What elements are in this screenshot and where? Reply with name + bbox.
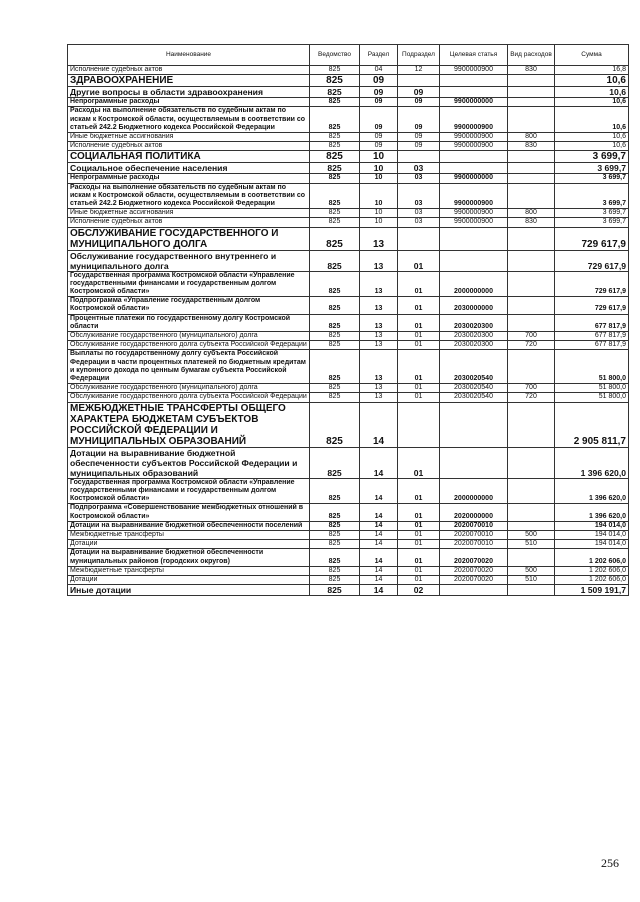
cell-celevaya-statya: 2000000000 [440, 271, 508, 297]
cell-name: Обслуживание государственного (муниципального) долга [68, 332, 310, 341]
cell-vedomstvo: 825 [310, 314, 360, 331]
cell-razdel: 04 [360, 66, 398, 75]
col-header-vedomstvo: Ведомство [310, 45, 360, 66]
cell-vid-rashodov [508, 521, 555, 530]
cell-name: Расходы на выполнение обязательств по судебным актам по искам к Костромской области, осуществляемым в соответствии со статьей 242.2 Бюджетного кодекса Российской Федерации [68, 107, 310, 133]
table-row [68, 402, 629, 447]
cell-celevaya-statya [440, 163, 508, 174]
cell-razdel: 10 [360, 218, 398, 227]
cell-podrazdel: 01 [398, 250, 440, 271]
cell-podrazdel: 03 [398, 209, 440, 218]
cell-razdel: 14 [360, 549, 398, 566]
cell-celevaya-statya: 2030020540 [440, 393, 508, 402]
cell-podrazdel: 09 [398, 98, 440, 107]
cell-name: СОЦИАЛЬНАЯ ПОЛИТИКА [68, 151, 310, 163]
cell-vedomstvo: 825 [310, 393, 360, 402]
cell-celevaya-statya: 2020070010 [440, 530, 508, 539]
table-row [68, 575, 629, 584]
cell-vid-rashodov [508, 549, 555, 566]
cell-summa: 10,6 [555, 75, 629, 87]
cell-name: ОБСЛУЖИВАНИЕ ГОСУДАРСТВЕННОГО И МУНИЦИПАЛЬНОГО ДОЛГА [68, 227, 310, 250]
table-row [68, 384, 629, 393]
cell-summa: 51 800,0 [555, 350, 629, 384]
cell-vedomstvo: 825 [310, 447, 360, 478]
cell-celevaya-statya: 2030020540 [440, 350, 508, 384]
cell-vedomstvo: 825 [310, 271, 360, 297]
cell-summa: 1 396 620,0 [555, 504, 629, 521]
cell-celevaya-statya: 2030020300 [440, 314, 508, 331]
cell-name: Иные бюджетные ассигнования [68, 209, 310, 218]
table-row [68, 314, 629, 331]
cell-celevaya-statya [440, 402, 508, 447]
cell-vid-rashodov [508, 98, 555, 107]
cell-podrazdel: 02 [398, 585, 440, 596]
cell-summa: 51 800,0 [555, 393, 629, 402]
cell-summa: 1 396 620,0 [555, 447, 629, 478]
cell-podrazdel: 12 [398, 66, 440, 75]
cell-vid-rashodov: 720 [508, 341, 555, 350]
cell-vedomstvo: 825 [310, 478, 360, 504]
cell-name: Межбюджетные трансферты [68, 530, 310, 539]
cell-vedomstvo: 825 [310, 341, 360, 350]
cell-vedomstvo: 825 [310, 66, 360, 75]
table-row [68, 218, 629, 227]
cell-name: Подпрограмма «Управление государственным долгом Костромской области» [68, 297, 310, 314]
cell-celevaya-statya: 9900000900 [440, 66, 508, 75]
cell-summa: 10,6 [555, 107, 629, 133]
cell-summa: 3 699,7 [555, 218, 629, 227]
table-row [68, 540, 629, 549]
cell-summa: 3 699,7 [555, 209, 629, 218]
cell-summa: 677 817,9 [555, 341, 629, 350]
cell-podrazdel: 01 [398, 271, 440, 297]
table-body [68, 66, 629, 596]
cell-vid-rashodov: 510 [508, 575, 555, 584]
cell-razdel: 14 [360, 530, 398, 539]
cell-summa: 729 617,9 [555, 227, 629, 250]
cell-name: Исполнение судебных актов [68, 142, 310, 151]
cell-summa: 10,6 [555, 133, 629, 142]
cell-summa: 10,6 [555, 142, 629, 151]
cell-razdel: 10 [360, 151, 398, 163]
cell-vid-rashodov [508, 478, 555, 504]
cell-vedomstvo: 825 [310, 297, 360, 314]
cell-podrazdel: 01 [398, 540, 440, 549]
cell-vid-rashodov: 700 [508, 384, 555, 393]
cell-name: Дотации [68, 575, 310, 584]
cell-celevaya-statya [440, 447, 508, 478]
cell-podrazdel: 01 [398, 447, 440, 478]
cell-vid-rashodov [508, 107, 555, 133]
cell-summa: 1 509 191,7 [555, 585, 629, 596]
cell-vid-rashodov [508, 151, 555, 163]
cell-celevaya-statya: 2030020300 [440, 341, 508, 350]
cell-summa: 1 202 606,0 [555, 549, 629, 566]
cell-podrazdel: 01 [398, 575, 440, 584]
cell-summa: 729 617,9 [555, 250, 629, 271]
cell-name: Государственная программа Костромской области «Управление государственными финансами и государственным долгом Костромской области» [68, 271, 310, 297]
cell-vedomstvo: 825 [310, 163, 360, 174]
cell-podrazdel: 01 [398, 384, 440, 393]
cell-celevaya-statya [440, 227, 508, 250]
cell-vedomstvo: 825 [310, 174, 360, 183]
cell-vid-rashodov: 830 [508, 218, 555, 227]
cell-celevaya-statya: 9900000900 [440, 209, 508, 218]
cell-celevaya-statya [440, 585, 508, 596]
table-row [68, 250, 629, 271]
cell-podrazdel: 09 [398, 133, 440, 142]
cell-celevaya-statya: 9900000900 [440, 107, 508, 133]
cell-name: Иные бюджетные ассигнования [68, 133, 310, 142]
table-row [68, 209, 629, 218]
cell-name: Выплаты по государственному долгу субъекта Российской Федерации в части процентных платежей по бюджетным кредитам и купонного дохода по ценным бумагам субъекта Российской Федерации [68, 350, 310, 384]
cell-razdel: 10 [360, 183, 398, 209]
cell-razdel: 14 [360, 585, 398, 596]
cell-razdel: 13 [360, 314, 398, 331]
cell-vedomstvo: 825 [310, 332, 360, 341]
table-row [68, 163, 629, 174]
cell-summa: 10,6 [555, 98, 629, 107]
cell-vid-rashodov [508, 271, 555, 297]
cell-vid-rashodov: 830 [508, 142, 555, 151]
cell-vedomstvo: 825 [310, 585, 360, 596]
cell-summa: 3 699,7 [555, 183, 629, 209]
cell-vid-rashodov [508, 87, 555, 98]
cell-podrazdel: 01 [398, 341, 440, 350]
cell-celevaya-statya: 2030020540 [440, 384, 508, 393]
cell-razdel: 09 [360, 133, 398, 142]
cell-razdel: 13 [360, 250, 398, 271]
cell-vedomstvo: 825 [310, 209, 360, 218]
cell-vid-rashodov [508, 447, 555, 478]
cell-celevaya-statya: 2030000000 [440, 297, 508, 314]
cell-summa: 194 014,0 [555, 521, 629, 530]
cell-razdel: 09 [360, 98, 398, 107]
cell-vid-rashodov [508, 585, 555, 596]
cell-name: Исполнение судебных актов [68, 218, 310, 227]
table-row [68, 504, 629, 521]
cell-summa: 729 617,9 [555, 297, 629, 314]
cell-name: Иные дотации [68, 585, 310, 596]
cell-podrazdel: 03 [398, 163, 440, 174]
cell-podrazdel: 09 [398, 107, 440, 133]
cell-vedomstvo: 825 [310, 530, 360, 539]
col-header-celevaya-statya: Целевая статья [440, 45, 508, 66]
cell-podrazdel: 03 [398, 174, 440, 183]
cell-name: Обслуживание государственного долга субъекта Российской Федерации [68, 341, 310, 350]
cell-name: Процентные платежи по государственному долгу Костромской области [68, 314, 310, 331]
cell-summa: 16,8 [555, 66, 629, 75]
cell-name: Дотации на выравнивание бюджетной обеспеченности поселений [68, 521, 310, 530]
cell-name: ЗДРАВООХРАНЕНИЕ [68, 75, 310, 87]
cell-celevaya-statya: 2000000000 [440, 478, 508, 504]
table-row [68, 142, 629, 151]
cell-vid-rashodov: 800 [508, 133, 555, 142]
cell-razdel: 14 [360, 566, 398, 575]
cell-podrazdel [398, 75, 440, 87]
cell-podrazdel: 01 [398, 297, 440, 314]
cell-summa: 51 800,0 [555, 384, 629, 393]
cell-summa: 194 014,0 [555, 540, 629, 549]
cell-vedomstvo: 825 [310, 250, 360, 271]
cell-name: Дотации на выравнивание бюджетной обеспеченности субъектов Российской Федерации и муниципальных образований [68, 447, 310, 478]
cell-razdel: 14 [360, 447, 398, 478]
cell-razdel: 10 [360, 209, 398, 218]
cell-razdel: 13 [360, 332, 398, 341]
cell-vid-rashodov: 510 [508, 540, 555, 549]
cell-celevaya-statya [440, 75, 508, 87]
cell-celevaya-statya: 9900000900 [440, 142, 508, 151]
cell-vedomstvo: 825 [310, 75, 360, 87]
table-row [68, 183, 629, 209]
cell-vid-rashodov: 800 [508, 209, 555, 218]
table-row [68, 271, 629, 297]
cell-podrazdel: 01 [398, 521, 440, 530]
table-row [68, 478, 629, 504]
budget-table [67, 44, 629, 596]
table-row [68, 66, 629, 75]
table-row [68, 151, 629, 163]
cell-vedomstvo: 825 [310, 540, 360, 549]
cell-name: Межбюджетные трансферты [68, 566, 310, 575]
cell-vid-rashodov [508, 75, 555, 87]
cell-vedomstvo: 825 [310, 549, 360, 566]
cell-vedomstvo: 825 [310, 142, 360, 151]
cell-razdel: 10 [360, 163, 398, 174]
cell-vid-rashodov [508, 174, 555, 183]
cell-podrazdel: 01 [398, 332, 440, 341]
cell-vid-rashodov [508, 314, 555, 331]
cell-celevaya-statya: 9900000900 [440, 133, 508, 142]
table-row [68, 98, 629, 107]
cell-name: Непрограммные расходы [68, 98, 310, 107]
cell-vid-rashodov: 720 [508, 393, 555, 402]
cell-celevaya-statya: 9900000900 [440, 218, 508, 227]
cell-podrazdel: 03 [398, 218, 440, 227]
cell-razdel: 09 [360, 142, 398, 151]
cell-vid-rashodov [508, 402, 555, 447]
cell-celevaya-statya: 2020070020 [440, 549, 508, 566]
table-row [68, 75, 629, 87]
table-row [68, 350, 629, 384]
cell-celevaya-statya [440, 250, 508, 271]
cell-razdel: 14 [360, 540, 398, 549]
cell-vedomstvo: 825 [310, 350, 360, 384]
col-header-name: Наименование [68, 45, 310, 66]
cell-podrazdel: 01 [398, 393, 440, 402]
table-row [68, 107, 629, 133]
col-header-summa: Сумма [555, 45, 629, 66]
cell-podrazdel: 01 [398, 478, 440, 504]
cell-razdel: 14 [360, 521, 398, 530]
table-row [68, 174, 629, 183]
cell-razdel: 13 [360, 384, 398, 393]
cell-razdel: 13 [360, 297, 398, 314]
cell-vid-rashodov: 500 [508, 566, 555, 575]
cell-vedomstvo: 825 [310, 98, 360, 107]
cell-summa: 194 014,0 [555, 530, 629, 539]
cell-vid-rashodov [508, 227, 555, 250]
cell-celevaya-statya [440, 87, 508, 98]
cell-summa: 1 202 606,0 [555, 575, 629, 584]
cell-summa: 3 699,7 [555, 151, 629, 163]
cell-name: Государственная программа Костромской области «Управление государственными финансами и государственным долгом Костромской области» [68, 478, 310, 504]
table-row [68, 549, 629, 566]
cell-vedomstvo: 825 [310, 133, 360, 142]
cell-summa: 677 817,9 [555, 332, 629, 341]
cell-razdel: 13 [360, 341, 398, 350]
cell-summa: 10,6 [555, 87, 629, 98]
cell-vedomstvo: 825 [310, 87, 360, 98]
cell-name: Подпрограмма «Совершенствование межбюджетных отношений в Костромской области» [68, 504, 310, 521]
cell-razdel: 09 [360, 75, 398, 87]
cell-summa: 677 817,9 [555, 314, 629, 331]
cell-vedomstvo: 825 [310, 402, 360, 447]
table-row [68, 133, 629, 142]
cell-podrazdel: 01 [398, 350, 440, 384]
cell-summa: 3 699,7 [555, 163, 629, 174]
col-header-razdel: Раздел [360, 45, 398, 66]
table-row [68, 332, 629, 341]
cell-razdel: 10 [360, 174, 398, 183]
col-header-podrazdel: Подраздел [398, 45, 440, 66]
cell-vedomstvo: 825 [310, 107, 360, 133]
cell-podrazdel: 09 [398, 87, 440, 98]
cell-razdel: 14 [360, 575, 398, 584]
cell-razdel: 09 [360, 87, 398, 98]
cell-podrazdel: 03 [398, 183, 440, 209]
cell-razdel: 14 [360, 402, 398, 447]
cell-razdel: 14 [360, 504, 398, 521]
cell-vid-rashodov [508, 504, 555, 521]
cell-summa: 729 617,9 [555, 271, 629, 297]
cell-podrazdel [398, 151, 440, 163]
cell-summa: 3 699,7 [555, 174, 629, 183]
cell-name: Обслуживание государственного внутреннего и муниципального долга [68, 250, 310, 271]
cell-podrazdel [398, 402, 440, 447]
cell-vid-rashodov [508, 350, 555, 384]
table-row [68, 566, 629, 575]
cell-summa: 2 905 811,7 [555, 402, 629, 447]
cell-vid-rashodov [508, 297, 555, 314]
cell-podrazdel [398, 227, 440, 250]
cell-name: Другие вопросы в области здравоохранения [68, 87, 310, 98]
table-row [68, 297, 629, 314]
cell-name: Дотации на выравнивание бюджетной обеспеченности муниципальных районов (городских округов) [68, 549, 310, 566]
cell-podrazdel: 01 [398, 566, 440, 575]
cell-vedomstvo: 825 [310, 384, 360, 393]
cell-vedomstvo: 825 [310, 504, 360, 521]
table-row [68, 341, 629, 350]
cell-name: Обслуживание государственного (муниципального) долга [68, 384, 310, 393]
table-row [68, 87, 629, 98]
cell-podrazdel: 01 [398, 314, 440, 331]
cell-celevaya-statya: 9900000000 [440, 98, 508, 107]
cell-vedomstvo: 825 [310, 227, 360, 250]
cell-name: Обслуживание государственного долга субъекта Российской Федерации [68, 393, 310, 402]
cell-podrazdel: 01 [398, 549, 440, 566]
cell-celevaya-statya: 2020070020 [440, 575, 508, 584]
table-row [68, 530, 629, 539]
col-header-vid-rashodov: Вид расходов [508, 45, 555, 66]
table-header-row [68, 45, 629, 66]
table-row [68, 521, 629, 530]
cell-name: Социальное обеспечение населения [68, 163, 310, 174]
cell-razdel: 09 [360, 107, 398, 133]
cell-razdel: 13 [360, 271, 398, 297]
cell-razdel: 14 [360, 478, 398, 504]
cell-name: Расходы на выполнение обязательств по судебным актам по искам к Костромской области, осуществляемым в соответствии со статьей 242.2 Бюджетного кодекса Российской Федерации [68, 183, 310, 209]
cell-summa: 1 396 620,0 [555, 478, 629, 504]
cell-name: Дотации [68, 540, 310, 549]
cell-podrazdel: 01 [398, 504, 440, 521]
cell-vid-rashodov: 500 [508, 530, 555, 539]
table-row [68, 585, 629, 596]
table-row [68, 393, 629, 402]
table-row [68, 447, 629, 478]
cell-name: Непрограммные расходы [68, 174, 310, 183]
cell-podrazdel: 01 [398, 530, 440, 539]
cell-celevaya-statya: 2020000000 [440, 504, 508, 521]
budget-table-container [67, 44, 628, 596]
cell-vid-rashodov [508, 250, 555, 271]
cell-celevaya-statya: 2020070020 [440, 566, 508, 575]
cell-vedomstvo: 825 [310, 521, 360, 530]
cell-vid-rashodov [508, 163, 555, 174]
cell-summa: 1 202 606,0 [555, 566, 629, 575]
cell-vid-rashodov: 830 [508, 66, 555, 75]
cell-celevaya-statya: 2020070010 [440, 540, 508, 549]
cell-vedomstvo: 825 [310, 575, 360, 584]
cell-name: МЕЖБЮДЖЕТНЫЕ ТРАНСФЕРТЫ ОБЩЕГО ХАРАКТЕРА БЮДЖЕТАМ СУБЪЕКТОВ РОССИЙСКОЙ ФЕДЕРАЦИИ И МУНИЦИПАЛЬНЫХ ОБРАЗОВАНИЙ [68, 402, 310, 447]
cell-celevaya-statya: 9900000900 [440, 183, 508, 209]
cell-razdel: 13 [360, 350, 398, 384]
cell-vid-rashodov: 700 [508, 332, 555, 341]
cell-vedomstvo: 825 [310, 151, 360, 163]
cell-vedomstvo: 825 [310, 183, 360, 209]
cell-vedomstvo: 825 [310, 218, 360, 227]
cell-celevaya-statya: 2030020300 [440, 332, 508, 341]
cell-razdel: 13 [360, 227, 398, 250]
cell-celevaya-statya [440, 151, 508, 163]
cell-podrazdel: 09 [398, 142, 440, 151]
table-row [68, 227, 629, 250]
cell-name: Исполнение судебных актов [68, 66, 310, 75]
cell-vedomstvo: 825 [310, 566, 360, 575]
cell-celevaya-statya: 9900000000 [440, 174, 508, 183]
page-number: 256 [601, 856, 619, 870]
cell-vid-rashodov [508, 183, 555, 209]
cell-razdel: 13 [360, 393, 398, 402]
cell-celevaya-statya: 2020070010 [440, 521, 508, 530]
